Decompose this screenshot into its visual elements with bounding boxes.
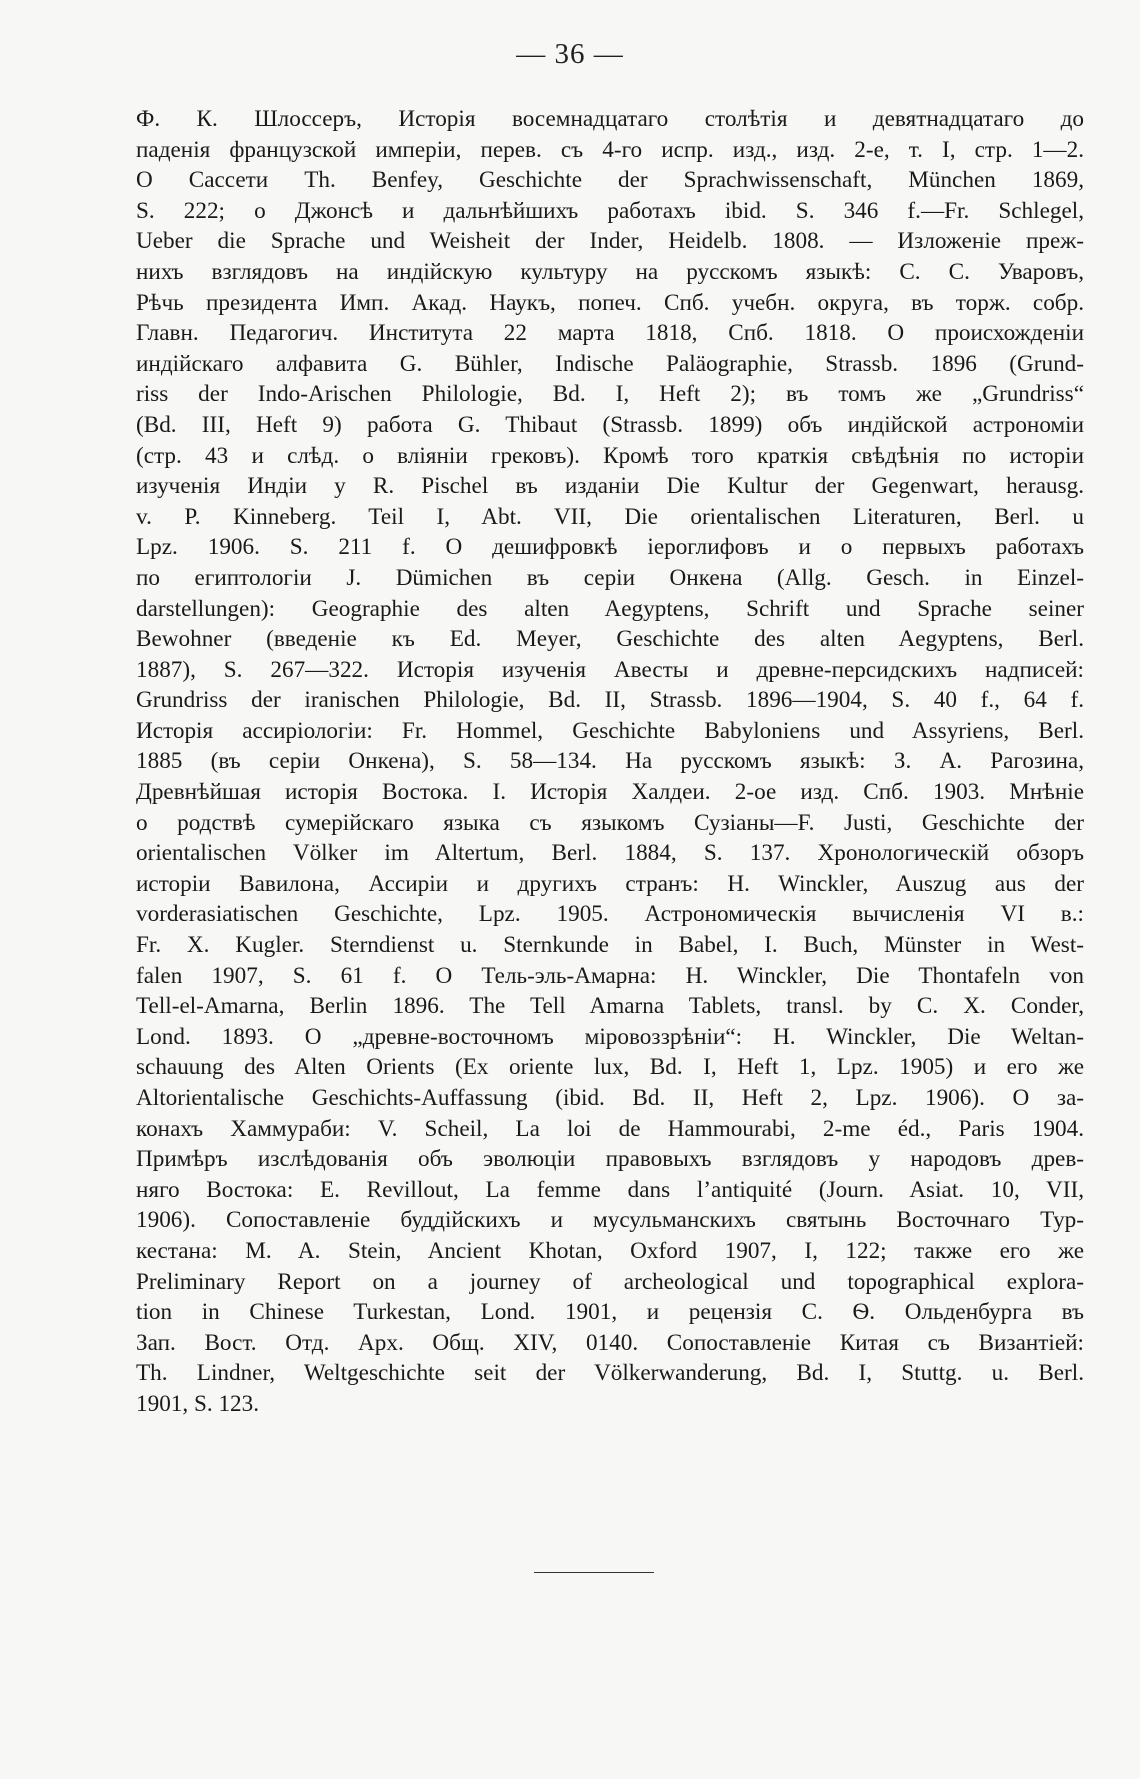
text-line: няго Востока: E. Revillout, La femme dans l’antiquité (Journ. Asiat. 10, VII, (136, 1176, 1084, 1203)
text-line: schauung des Alten Orients (Ex oriente lux, Bd. I, Heft 1, Lpz. 1905) и его же (136, 1054, 1084, 1081)
text-line: 1901, S. 123. (136, 1390, 260, 1417)
section-divider (534, 1572, 654, 1573)
text-line: riss der Indo-Arischen Philologie, Bd. I, Heft 2); въ томъ же „Grundriss“ (136, 381, 1084, 408)
text-line: нихъ взглядовъ на индійскую культуру на русскомъ языкѣ: С. С. Уваровъ, (136, 258, 1084, 285)
text-line: (стр. 43 и слѣд. о вліяніи грековъ). Кромѣ того краткія свѣдѣнія по исторіи (136, 442, 1084, 469)
bibliography-paragraph (136, 104, 1084, 1420)
text-line: Рѣчь президента Имп. Акад. Наукъ, попеч. Спб. учебн. округа, въ торж. собр. (136, 289, 1084, 316)
text-line: Ueber die Sprache und Weisheit der Inder, Heidelb. 1808. — Изложеніе преж- (136, 228, 1084, 255)
text-line: Примѣръ изслѣдованія объ эволюціи правовыхъ взглядовъ у народовъ древ- (136, 1146, 1084, 1173)
text-line: v. P. Kinneberg. Teil I, Abt. VII, Die orientalischen Literaturen, Berl. u (136, 503, 1084, 530)
text-line: Главн. Педагогич. Института 22 марта 1818, Спб. 1818. О происхожденіи (136, 320, 1084, 347)
text-line: изученія Индіи у R. Pischel въ изданіи Die Kultur der Gegenwart, herausg. (136, 473, 1084, 500)
text-line: (Bd. III, Heft 9) работа G. Thibaut (Strassb. 1899) объ индійской астрономіи (136, 411, 1084, 438)
text-line: по египтологіи J. Dümichen въ серіи Онкена (Allg. Gesch. in Einzel- (136, 564, 1084, 591)
text-line: кестана: M. A. Stein, Ancient Khotan, Oxford 1907, I, 122; также его же (136, 1237, 1084, 1264)
text-line: vorderasiatischen Geschichte, Lpz. 1905. Астрономическія вычисленія VI в.: (136, 901, 1084, 928)
text-line: Lpz. 1906. S. 211 f. О дешифровкѣ іероглифовъ и о первыхъ работахъ (136, 534, 1084, 561)
text-line: falen 1907, S. 61 f. О Тель-эль-Амарна: H. Winckler, Die Thontafeln von (136, 962, 1084, 989)
text-line: Bewohner (введеніе къ Ed. Meyer, Geschichte des alten Aegyptens, Berl. (136, 626, 1084, 653)
text-line: darstellungen): Geographie des alten Aegyptens, Schrift und Sprache seiner (136, 595, 1084, 622)
text-line: tion in Chinese Turkestan, Lond. 1901, и рецензія С. Ѳ. Ольденбурга въ (136, 1299, 1084, 1326)
text-line: паденія французской имперіи, перев. съ 4-го испр. изд., изд. 2-е, т. I, стр. 1—2. (136, 136, 1084, 163)
text-line: 1906). Сопоставленіе буддійскихъ и мусульманскихъ святынь Восточнаго Тур- (136, 1207, 1084, 1234)
text-line: S. 222; о Джонсѣ и дальнѣйшихъ работахъ ibid. S. 346 f.—Fr. Schlegel, (136, 197, 1084, 224)
text-line: о родствѣ сумерійскаго языка съ языкомъ Сузіаны—F. Justi, Geschichte der (136, 809, 1084, 836)
text-line: 1885 (въ серіи Онкена), S. 58—134. На русскомъ языкѣ: З. А. Рагозина, (136, 748, 1084, 775)
text-line: индійскаго алфавита G. Bühler, Indische Paläographie, Strassb. 1896 (Grund- (136, 350, 1084, 377)
text-line: 1887), S. 267—322. Исторія изученія Авесты и древне-персидскихъ надписей: (136, 656, 1084, 683)
text-line: Древнѣйшая исторія Востока. I. Исторія Халдеи. 2-ое изд. Спб. 1903. Мнѣніе (136, 779, 1084, 806)
text-line: Зап. Вост. Отд. Арх. Общ. XIV, 0140. Сопоставленіе Китая съ Византіей: (136, 1329, 1084, 1356)
text-line: Preliminary Report on a journey of archeological und topographical explora- (136, 1268, 1084, 1295)
text-line: Ф. К. Шлоссеръ, Исторія восемнадцатаго столѣтія и девятнадцатаго до (136, 106, 1084, 132)
text-line: Altorientalische Geschichts-Auffassung (ibid. Bd. II, Heft 2, Lpz. 1906). О за- (136, 1085, 1084, 1111)
text-line: Th. Lindner, Weltgeschichte seit der Völkerwanderung, Bd. I, Stuttg. u. Berl. (136, 1360, 1084, 1387)
text-line: Grundriss der iranischen Philologie, Bd. II, Strassb. 1896—1904, S. 40 f., 64 f. (136, 687, 1084, 714)
text-line: Fr. X. Kugler. Sterndienst u. Sternkunde in Babel, I. Buch, Münster in West- (136, 932, 1084, 959)
text-line: orientalischen Völker im Altertum, Berl. 1884, S. 137. Хронологическій обзоръ (136, 840, 1084, 867)
text-line: конахъ Хаммураби: V. Scheil, La loi de Hammourabi, 2-me éd., Paris 1904. (136, 1115, 1084, 1142)
text-line: Lond. 1893. О „древне-восточномъ міровоззрѣніи“: H. Winckler, Die Weltan- (136, 1023, 1084, 1050)
text-line: О Сассети Th. Benfey, Geschichte der Sprachwissenschaft, München 1869, (136, 167, 1084, 194)
text-line: Исторія ассиріологіи: Fr. Hommel, Geschichte Babyloniens und Assyriens, Berl. (136, 717, 1084, 744)
text-line: Tell-el-Amarna, Berlin 1896. The Tell Amarna Tablets, transl. by C. X. Conder, (136, 993, 1084, 1020)
page-number: — 36 — (516, 38, 624, 70)
text-line: исторіи Вавилона, Ассиріи и другихъ странъ: H. Winckler, Auszug aus der (136, 870, 1084, 897)
